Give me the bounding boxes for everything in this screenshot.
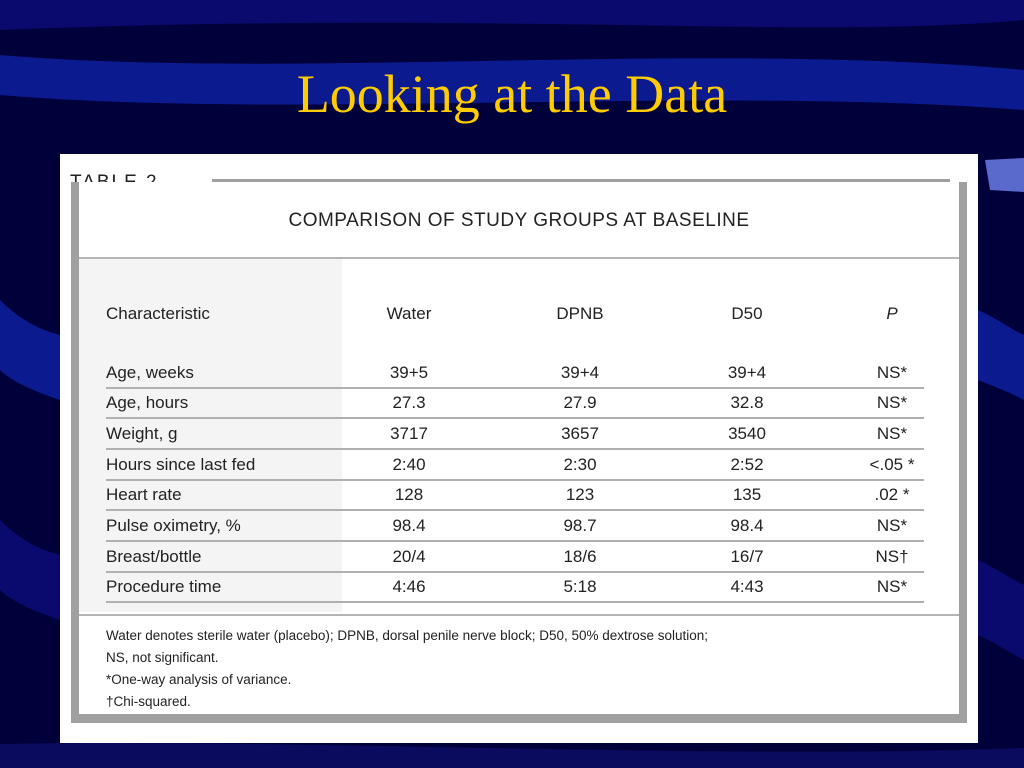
cell-dpnb: 39+4 — [560, 363, 600, 382]
row-label: Heart rate — [106, 485, 182, 504]
cell-dpnb: 123 — [565, 485, 595, 504]
cell-p: NS* — [876, 516, 908, 535]
cell-p: NS* — [876, 363, 908, 382]
cell-dpnb: 98.7 — [563, 516, 597, 535]
cell-d50: 3540 — [728, 424, 766, 443]
table-header-row — [106, 300, 924, 328]
slide-title: Looking at the Data — [296, 64, 728, 124]
table-row — [106, 389, 924, 419]
cell-p: <.05 * — [869, 455, 915, 474]
cell-water: 3717 — [390, 424, 428, 443]
cell-water: 20/4 — [392, 547, 426, 566]
cell-dpnb: 3657 — [561, 424, 599, 443]
row-label: Age, hours — [106, 393, 189, 412]
footnote: Water denotes sterile water (placebo); DPNB, dorsal penile nerve block; D50, 50% dextrose solution; — [106, 628, 709, 643]
cell-d50: 39+4 — [727, 363, 767, 382]
cell-water: 4:46 — [392, 577, 426, 596]
header-dpnb: DPNB — [556, 304, 604, 323]
header-water: Water — [386, 304, 432, 323]
header-d50: D50 — [731, 304, 763, 323]
table-row — [106, 512, 924, 542]
row-label: Breast/bottle — [106, 547, 202, 566]
cell-dpnb: 5:18 — [563, 577, 597, 596]
cell-d50: 98.4 — [730, 516, 764, 535]
row-label: Weight, g — [106, 424, 178, 443]
cell-p: .02 * — [874, 485, 910, 504]
table-row — [106, 573, 924, 603]
cell-water: 128 — [394, 485, 424, 504]
footnote: †Chi-squared. — [106, 694, 191, 709]
cell-water: 39+5 — [389, 363, 429, 382]
header-p: P — [886, 304, 898, 323]
cell-d50: 4:43 — [730, 577, 764, 596]
table-caption: COMPARISON OF STUDY GROUPS AT BASELINE — [288, 210, 750, 231]
table-row — [106, 359, 924, 389]
cell-d50: 32.8 — [730, 393, 764, 412]
cell-water: 2:40 — [392, 455, 426, 474]
table-footnotes — [106, 625, 946, 713]
cell-d50: 16/7 — [730, 547, 764, 566]
table-row — [106, 543, 924, 573]
cell-dpnb: 27.9 — [563, 393, 597, 412]
footnote: NS, not significant. — [106, 650, 219, 665]
cell-dpnb: 18/6 — [563, 547, 597, 566]
row-label: Age, weeks — [106, 363, 194, 382]
table-panel — [60, 154, 978, 743]
row-label: Pulse oximetry, % — [106, 516, 241, 535]
row-label: Hours since last fed — [106, 455, 256, 474]
cell-d50: 2:52 — [730, 455, 764, 474]
cell-water: 27.3 — [392, 393, 426, 412]
footnote-divider — [79, 614, 959, 616]
cell-p: NS* — [876, 424, 908, 443]
footnote: *One-way analysis of variance. — [106, 672, 292, 687]
table-frame — [71, 182, 967, 723]
row-label: Procedure time — [106, 577, 222, 596]
cell-water: 98.4 — [392, 516, 426, 535]
cell-p: NS† — [875, 547, 909, 566]
cell-d50: 135 — [732, 485, 762, 504]
header-characteristic: Characteristic — [106, 304, 210, 323]
cell-dpnb: 2:30 — [563, 455, 597, 474]
table-row — [106, 451, 924, 481]
cell-p: NS* — [876, 577, 908, 596]
table-row — [106, 420, 924, 450]
cell-p: NS* — [876, 393, 908, 412]
table-row — [106, 481, 924, 511]
